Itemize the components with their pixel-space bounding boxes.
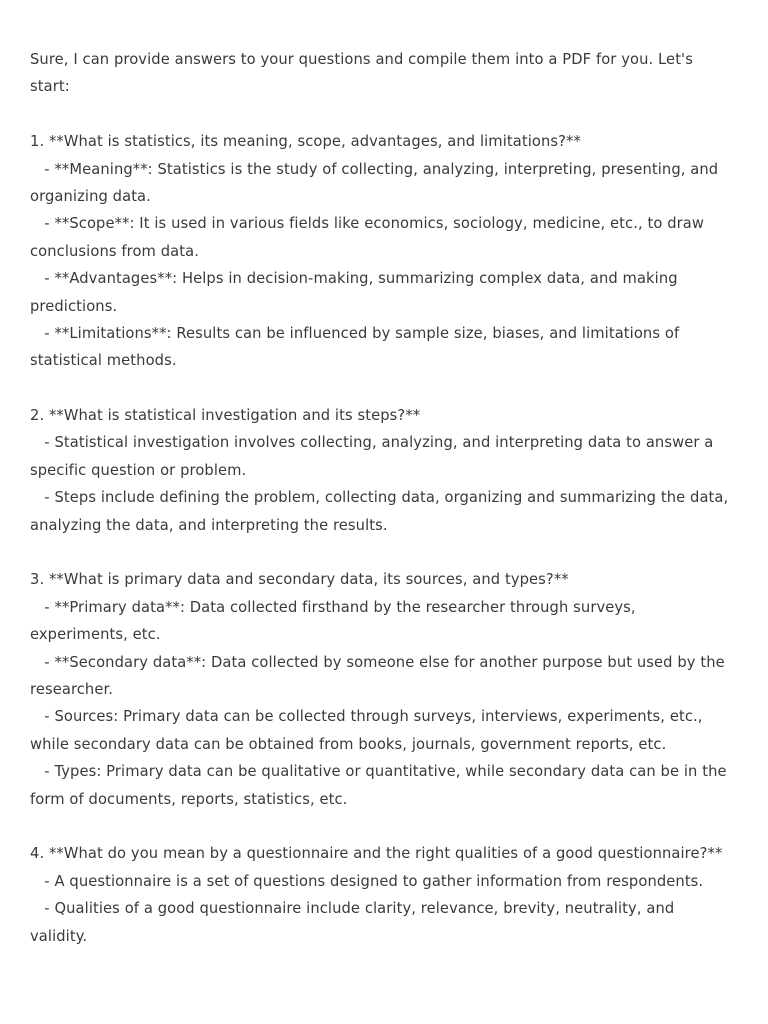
answer-line: - **Scope**: It is used in various fields like economics, sociology, medicine, etc., to draw xyxy=(30,215,705,233)
answer-line: predictions. xyxy=(30,297,118,315)
question-1-heading: 1. **What is statistics, its meaning, scope, advantages, and limitations?** xyxy=(30,133,581,151)
answer-line: - Statistical investigation involves collecting, analyzing, and interpreting data to answer a xyxy=(30,434,714,452)
answer-line: - **Meaning**: Statistics is the study of collecting, analyzing, interpreting, presenting, and xyxy=(30,160,719,178)
paragraph-gap xyxy=(30,539,742,566)
answer-line: analyzing the data, and interpreting the results. xyxy=(30,516,388,534)
question-3-heading: 3. **What is primary data and secondary data, its sources, and types?** xyxy=(30,571,569,589)
answer-line: - A questionnaire is a set of questions designed to gather information from respondents. xyxy=(30,872,704,890)
answer-line: statistical methods. xyxy=(30,352,177,370)
answer-line: - **Primary data**: Data collected firsthand by the researcher through surveys, xyxy=(30,598,636,616)
answer-line: - **Advantages**: Helps in decision-making, summarizing complex data, and making xyxy=(30,270,678,288)
intro-line: Sure, I can provide answers to your questions and compile them into a PDF for you. Let's xyxy=(30,51,693,68)
question-4-heading: 4. **What do you mean by a questionnaire and the right qualities of a good questionnaire?** xyxy=(30,845,723,863)
answer-line: while secondary data can be obtained from books, journals, government reports, etc. xyxy=(30,735,667,753)
chat-message-body xyxy=(30,46,742,950)
intro-line: start: xyxy=(30,78,70,96)
answer-line: experiments, etc. xyxy=(30,626,161,644)
answer-line: - **Limitations**: Results can be influenced by sample size, biases, and limitations of xyxy=(30,324,680,342)
paragraph-gap xyxy=(30,101,742,128)
paragraph-gap xyxy=(30,375,742,402)
answer-line: specific question or problem. xyxy=(30,461,247,479)
answer-line: validity. xyxy=(30,927,88,945)
question-2-heading: 2. **What is statistical investigation and its steps?** xyxy=(30,407,421,425)
answer-line: - **Secondary data**: Data collected by someone else for another purpose but used by the xyxy=(30,653,725,671)
paragraph-gap xyxy=(30,813,742,840)
answer-line: organizing data. xyxy=(30,187,151,205)
answer-line: - Types: Primary data can be qualitative or quantitative, while secondary data can be in the xyxy=(30,763,727,781)
answer-line: - Steps include defining the problem, collecting data, organizing and summarizing the data, xyxy=(30,489,729,507)
answer-line: - Qualities of a good questionnaire include clarity, relevance, brevity, neutrality, and xyxy=(30,900,675,918)
answer-line: form of documents, reports, statistics, etc. xyxy=(30,790,348,808)
answer-line: - Sources: Primary data can be collected through surveys, interviews, experiments, etc., xyxy=(30,708,703,726)
answer-line: researcher. xyxy=(30,680,114,698)
answer-line: conclusions from data. xyxy=(30,242,199,260)
